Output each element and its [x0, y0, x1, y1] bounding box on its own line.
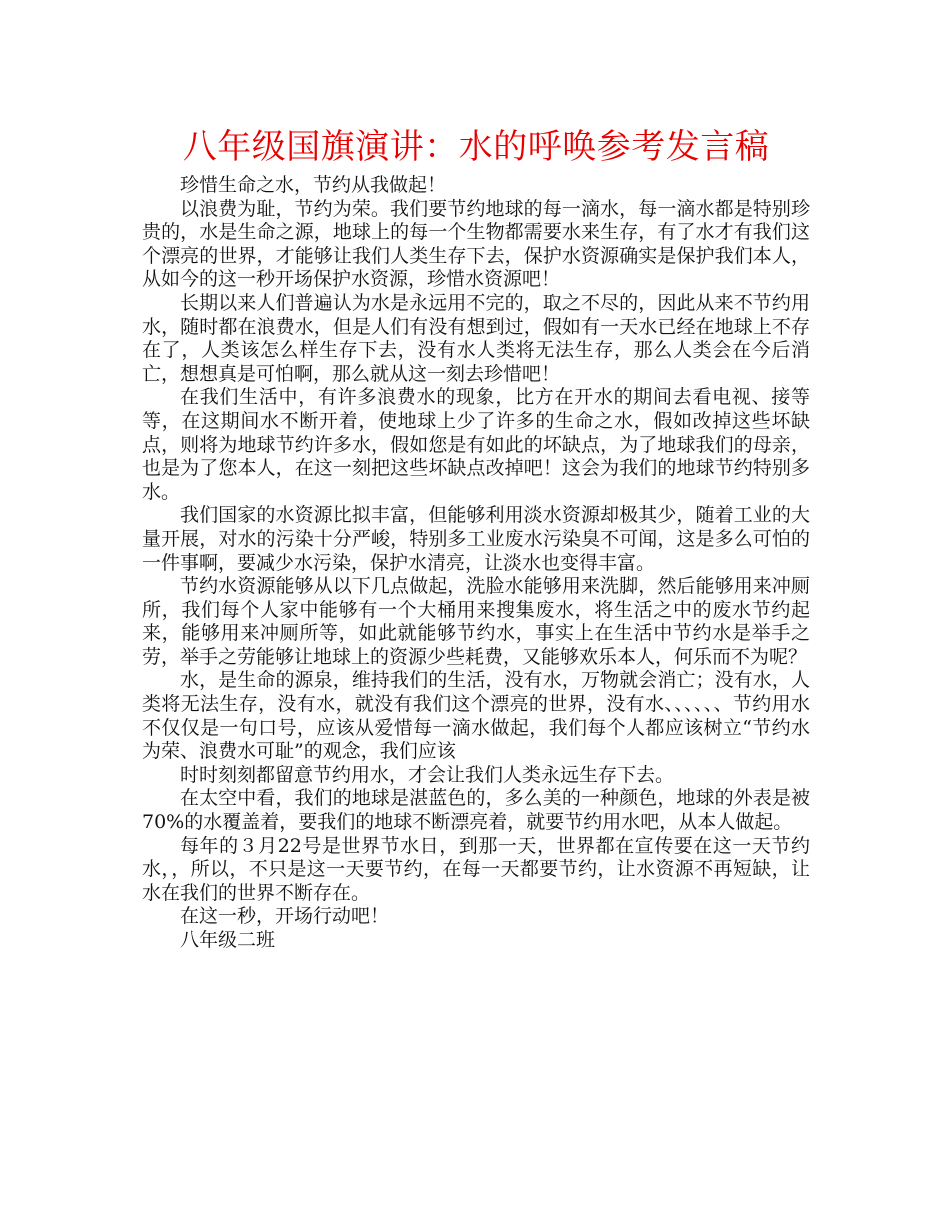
paragraph: 长期以来人们普遍认为水是永远用不完的，取之不尽的，因此从来不节约用水，随时都在浪费水，但是人们有没有想到过，假如有一天水已经在地球上不存在了，人类该怎么样生存下去，没有水人类将无法生存，那么人类会在今后消亡，想想真是可怕啊，那么就从这一刻去珍惜吧！ — [142, 291, 810, 385]
paragraph: 时时刻刻都留意节约用水，才会让我们人类永远生存下去。 — [180, 763, 675, 786]
document-body — [142, 174, 810, 953]
paragraph: 节约水资源能够从以下几点做起，洗脸水能够用来洗脚，然后能够用来冲厕所，我们每个人家中能够有一个大桶用来搜集废水，将生活之中的废水节约起来，能够用来冲厕所等，如此就能够节约水，事实上在生活中节约水是举手之劳，举手之劳能够让地球上的资源少些耗费，又能够欢乐本人，何乐而不为呢？ — [142, 575, 810, 668]
paragraph: 每年的３月22号是世界节水日，到那一天，世界都在宣传要在这一天节约水，，所以，不只是这一天要节约，在每一天都要节约，让水资源不再短缺，让水在我们的世界不断存在。 — [142, 834, 810, 904]
document-title: 八年级国旗演讲：水的呼唤参考发言稿 — [182, 127, 770, 167]
paragraph-slogan: 珍惜生命之水，节约从我做起！ — [180, 174, 447, 196]
signature-class-name: 八年级二班 — [180, 929, 276, 951]
paragraph: 在我们生活中，有许多浪费水的现象，比方在开水的期间去看电视、接等等，在这期间水不断开着，使地球上少了许多的生命之水，假如改掉这些坏缺点，则将为地球节约许多水，假如您是有如此的坏缺点，为了地球我们的母亲，也是为了您本人，在这一刻把这些坏缺点改掉吧！这会为我们的地球节约特别多水。 — [142, 386, 810, 503]
paragraph: 在太空中看，我们的地球是湛蓝色的，多么美的一种颜色，地球的外表是被70%的水覆盖着，要我们的地球不断漂亮着，就要节约用水吧，从本人做起。 — [142, 787, 810, 834]
paragraph: 我们国家的水资源比拟丰富，但能够利用淡水资源却极其少，随着工业的大量开展，对水的污染十分严峻，特别多工业废水污染臭不可闻，这是多么可怕的一件事啊，要减少水污染，保护水清亮，让淡水也变得丰富。 — [142, 504, 810, 574]
paragraph: 以浪费为耻，节约为荣。我们要节约地球的每一滴水，每一滴水都是特别珍贵的，水是生命之源，地球上的每一个生物都需要水来生存，有了水才有我们这个漂亮的世界，才能够让我们人类生存下去，保护水资源确实是保护我们本人，从如今的这一秒开场保护水资源，珍惜水资源吧！ — [142, 197, 810, 291]
paragraph-closing: 在这一秒，开场行动吧！ — [180, 905, 390, 928]
paragraph: 水，是生命的源泉，维持我们的生活，没有水，万物就会消亡；没有水，人类将无法生存，没有水，就没有我们这个漂亮的世界，没有水、、、、、、节约用水不仅仅是一句口号，应该从爱惜每一滴水做起，我们每个人都应该树立“节约水为荣、浪费水可耻”的观念，我们应该 — [142, 669, 810, 763]
document-page — [142, 124, 810, 953]
